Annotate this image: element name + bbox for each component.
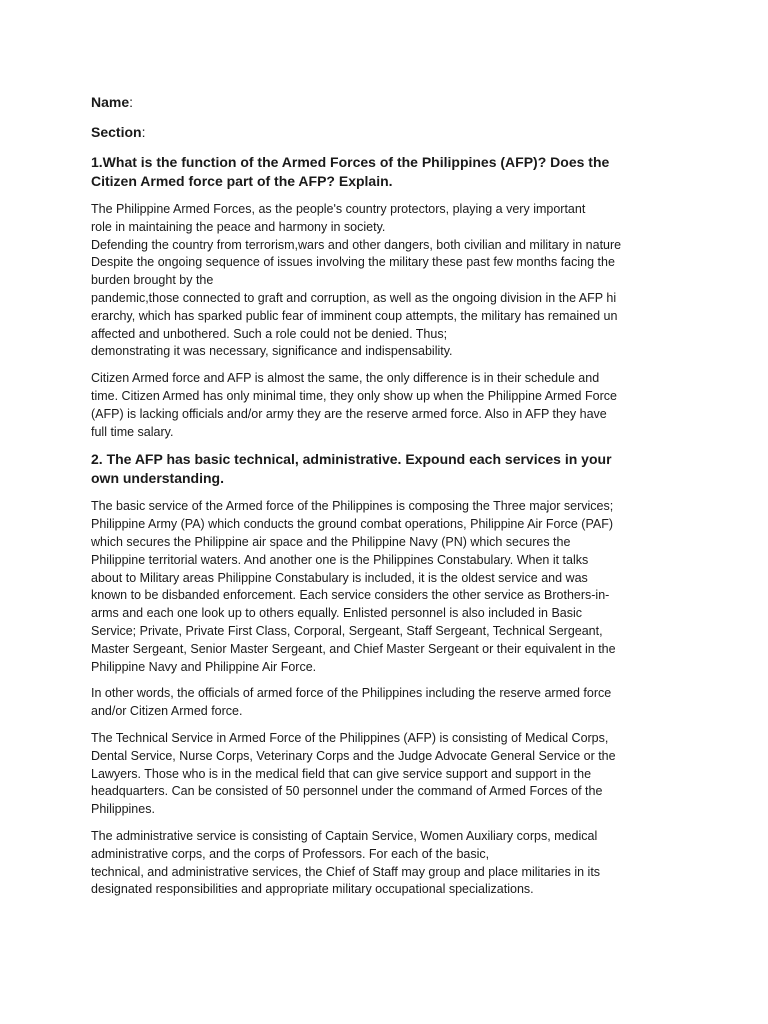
- answer-1-paragraph-1: [91, 201, 681, 361]
- text-line: Defending the country from terrorism,wars and other dangers, both civilian and military in nature: [91, 237, 622, 252]
- text-line: The basic service of the Armed force of the Philippines is composing the Three major services;: [91, 499, 614, 514]
- text-line: Philippine Army (PA) which conducts the ground combat operations, Philippine Air Force (PAF): [91, 517, 614, 532]
- text-line: pandemic,those connected to graft and corruption, as well as the ongoing division in the AFP hi: [91, 290, 617, 305]
- answer-2-paragraph-1: [91, 498, 681, 676]
- question-1: [91, 153, 681, 191]
- question-line: own understanding.: [91, 470, 224, 487]
- text-line: technical, and administrative services, the Chief of Staff may group and place militaries in its: [91, 864, 601, 879]
- text-line: Philippine territorial waters. And another one is the Philippines Constabulary. When it talks: [91, 552, 589, 567]
- text-line: erarchy, which has sparked public fear of imminent coup attempts, the military has remained un: [91, 308, 618, 323]
- text-line: Philippine Navy and Philippine Air Force.: [91, 659, 317, 674]
- text-line: arms and each one look up to others equally. Enlisted personnel is also included in Basic: [91, 606, 583, 621]
- text-line: Master Sergeant, Senior Master Sergeant, and Chief Master Sergeant or their equivalent in the: [91, 641, 616, 656]
- text-line: and/or Citizen Armed force.: [91, 704, 243, 719]
- answer-2-paragraph-4: [91, 828, 681, 899]
- section-label: Section: [91, 124, 142, 140]
- text-line: Citizen Armed force and AFP is almost the same, the only difference is in their schedule and: [91, 371, 600, 386]
- text-line: role in maintaining the peace and harmony in society.: [91, 219, 386, 234]
- question-line: 1.What is the function of the Armed Forces of the Philippines (AFP)? Does the: [91, 154, 610, 170]
- text-line: Lawyers. Those who is in the medical field that can give service support and support in the: [91, 766, 592, 781]
- text-line: Despite the ongoing sequence of issues involving the military these past few months facing the: [91, 255, 615, 270]
- text-line: affected and unbothered. Such a role could not be denied. Thus;: [91, 326, 448, 341]
- document-page: [91, 93, 681, 908]
- text-line: Dental Service, Nurse Corps, Veterinary Corps and the Judge Advocate General Service or the: [91, 748, 616, 763]
- text-line: demonstrating it was necessary, significance and indispensability.: [91, 344, 453, 359]
- text-line: time. Citizen Armed has only minimal time, they only show up when the Philippine Armed Force: [91, 388, 617, 403]
- question-line: 2. The AFP has basic technical, administrative. Expound each services in your: [91, 451, 612, 468]
- text-line: administrative corps, and the corps of Professors. For each of the basic,: [91, 846, 490, 861]
- text-line: The administrative service is consisting of Captain Service, Women Auxiliary corps, medical: [91, 828, 598, 843]
- text-line: which secures the Philippine air space and the Philippine Navy (PN) which secures the: [91, 534, 571, 549]
- text-line: The Philippine Armed Forces, as the people's country protectors, playing a very important: [91, 202, 586, 216]
- answer-1-paragraph-2: [91, 370, 681, 441]
- text-line: In other words, the officials of armed force of the Philippines including the reserve armed force: [91, 686, 612, 701]
- question-2: [91, 450, 681, 488]
- name-label: Name: [91, 94, 130, 110]
- answer-2-paragraph-3: [91, 730, 681, 819]
- text-line: designated responsibilities and appropriate military occupational specializations.: [91, 882, 534, 897]
- question-line: Citizen Armed force part of the AFP? Explain.: [91, 173, 393, 189]
- text-line: known to be disbanded enforcement. Each service considers the other service as Brothers-in-: [91, 588, 610, 603]
- text-line: burden brought by the: [91, 273, 214, 288]
- text-line: The Technical Service in Armed Force of the Philippines (AFP) is consisting of Medical Corps,: [91, 730, 609, 745]
- text-line: full time salary.: [91, 424, 174, 439]
- answer-2-paragraph-2: [91, 685, 681, 721]
- section-field: [91, 123, 681, 141]
- section-colon: :: [141, 124, 146, 140]
- text-line: Philippines.: [91, 802, 155, 817]
- text-line: about to Military areas Philippine Constabulary is included, it is the oldest service and was: [91, 570, 588, 585]
- text-line: (AFP) is lacking officials and/or army they are the reserve armed force. Also in AFP they have: [91, 406, 607, 421]
- name-field: [91, 93, 681, 111]
- text-line: Service; Private, Private First Class, Corporal, Sergeant, Staff Sergeant, Technical Sergeant,: [91, 623, 603, 638]
- name-colon: :: [129, 94, 134, 110]
- text-line: headquarters. Can be consisted of 50 personnel under the command of Armed Forces of the: [91, 784, 603, 799]
